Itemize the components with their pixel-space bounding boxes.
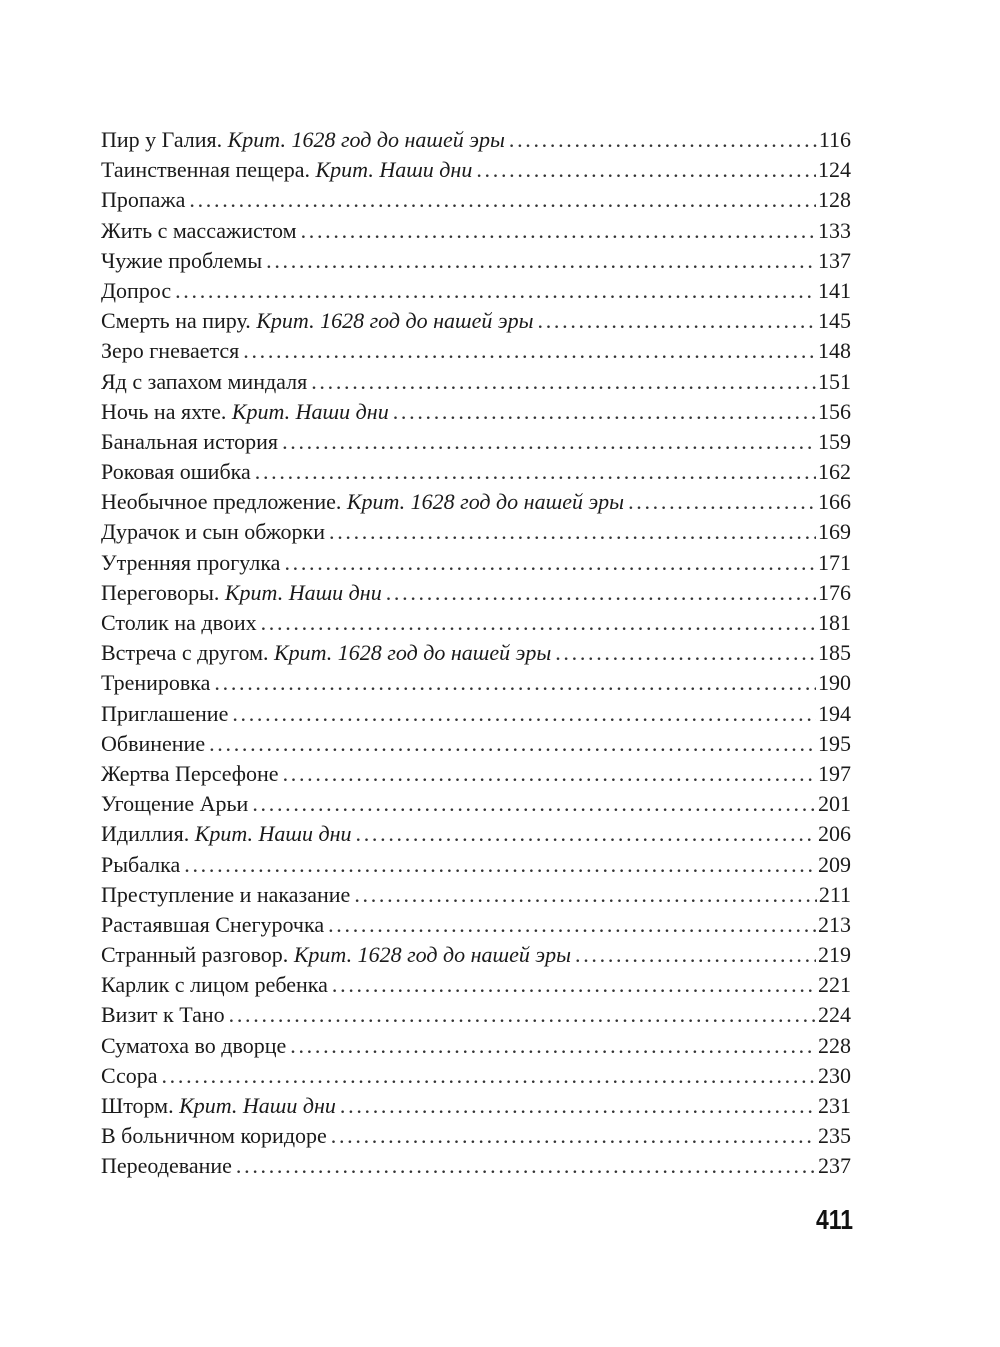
toc-entry-page: 206 xyxy=(818,821,851,847)
dot-leader xyxy=(354,880,816,910)
dot-leader xyxy=(252,789,816,819)
toc-entry-title xyxy=(101,185,185,215)
toc-entry-main-title: Необычное предложение. xyxy=(101,489,342,515)
toc-entry xyxy=(101,789,851,819)
toc-entry-page: 194 xyxy=(818,700,851,726)
dot-leader xyxy=(236,1151,816,1181)
toc-entry-page: 219 xyxy=(818,942,851,968)
toc-entry xyxy=(101,638,851,668)
toc-entry-subtitle: Крит. Наши дни xyxy=(231,398,389,424)
dot-leader xyxy=(340,1091,816,1121)
toc-entry-subtitle: Крит. 1628 год до нашей эры xyxy=(293,942,572,968)
toc-entry-page: 133 xyxy=(818,217,851,243)
dot-leader xyxy=(356,819,816,849)
toc-entry xyxy=(101,427,851,457)
dot-leader xyxy=(575,940,816,970)
toc-entry-page: 190 xyxy=(818,670,851,696)
toc-entry xyxy=(101,1151,851,1181)
toc-entry-page: 181 xyxy=(818,610,851,635)
toc-entry xyxy=(101,759,851,789)
toc-entry-title xyxy=(101,246,262,276)
toc-entry-title xyxy=(101,729,205,759)
toc-entry-title xyxy=(101,789,248,819)
table-of-contents xyxy=(101,125,851,1182)
toc-entry xyxy=(101,216,851,246)
toc-entry-title xyxy=(101,638,551,668)
toc-entry xyxy=(101,336,851,366)
toc-entry-main-title: Идиллия. xyxy=(101,821,190,847)
toc-entry-page: 148 xyxy=(818,338,851,364)
dot-leader xyxy=(232,699,816,729)
toc-entry-title xyxy=(101,336,239,366)
toc-entry-title xyxy=(101,1091,336,1121)
toc-entry-page: 185 xyxy=(818,640,851,666)
dot-leader xyxy=(261,608,816,638)
toc-entry-main-title: Преступление и наказание xyxy=(101,881,351,907)
toc-entry-page: 201 xyxy=(818,791,851,817)
toc-entry-main-title: Жертва Персефоне xyxy=(101,760,279,786)
toc-entry xyxy=(101,910,851,940)
toc-entry xyxy=(101,1121,851,1151)
toc-entry-title xyxy=(101,699,228,729)
toc-entry-main-title: Визит к Тано xyxy=(101,1002,225,1028)
toc-entry-main-title: Тренировка xyxy=(101,670,211,696)
page-number: 411 xyxy=(815,1204,853,1235)
dot-leader xyxy=(290,1031,816,1061)
toc-entry-subtitle: Крит. Наши дни xyxy=(224,579,382,605)
toc-entry xyxy=(101,880,851,910)
toc-entry xyxy=(101,940,851,970)
toc-entry xyxy=(101,457,851,487)
toc-entry-main-title: Дурачок и сын обжорки xyxy=(101,519,325,545)
toc-entry-subtitle: Крит. 1628 год до нашей эры xyxy=(346,489,625,515)
toc-entry-title xyxy=(101,548,280,578)
toc-entry xyxy=(101,367,851,397)
toc-entry-title xyxy=(101,759,279,789)
toc-entry xyxy=(101,819,851,849)
dot-leader xyxy=(282,427,816,457)
toc-entry xyxy=(101,1091,851,1121)
dot-leader xyxy=(175,276,816,306)
toc-entry-title xyxy=(101,910,324,940)
toc-entry-main-title: Карлик с лицом ребенка xyxy=(101,972,328,998)
toc-entry-main-title: Ссора xyxy=(101,1062,158,1088)
toc-entry-title xyxy=(101,819,352,849)
toc-entry xyxy=(101,608,851,638)
toc-entry-title xyxy=(101,940,571,970)
toc-entry-page: 211 xyxy=(818,881,851,907)
toc-entry-main-title: Жить с массажистом xyxy=(101,217,297,243)
toc-entry-page: 231 xyxy=(818,1093,851,1118)
dot-leader xyxy=(266,246,816,276)
toc-entry-main-title: Суматоха во дворце xyxy=(101,1032,287,1058)
toc-entry-main-title: Приглашение xyxy=(101,700,229,726)
toc-entry xyxy=(101,578,851,608)
toc-entry-title xyxy=(101,306,534,336)
dot-leader xyxy=(538,306,816,336)
toc-entry-title xyxy=(101,850,180,880)
toc-entry-title xyxy=(101,517,325,547)
toc-entry-title xyxy=(101,125,505,155)
toc-entry-main-title: Столик на двоих xyxy=(101,610,257,635)
toc-entry-page: 141 xyxy=(818,277,851,303)
dot-leader xyxy=(476,155,816,185)
toc-entry-title xyxy=(101,880,350,910)
toc-entry xyxy=(101,246,851,276)
toc-entry-main-title: Обвинение xyxy=(101,730,206,756)
toc-entry-main-title: Банальная история xyxy=(101,428,279,454)
dot-leader xyxy=(331,1121,816,1151)
toc-entry-title xyxy=(101,1000,225,1030)
dot-leader xyxy=(243,336,816,366)
toc-entry-main-title: Утренняя прогулка xyxy=(101,549,281,575)
toc-entry-main-title: Странный разговор. xyxy=(101,942,289,968)
toc-entry-main-title: Ночь на яхте. xyxy=(101,398,227,424)
toc-entry-title xyxy=(101,276,171,306)
toc-entry xyxy=(101,1031,851,1061)
dot-leader xyxy=(229,1000,816,1030)
toc-entry-title xyxy=(101,608,257,638)
dot-leader xyxy=(301,216,816,246)
toc-entry-main-title: Таинственная пещера. xyxy=(101,157,311,183)
toc-entry xyxy=(101,397,851,427)
dot-leader xyxy=(283,759,816,789)
toc-entry-title xyxy=(101,1061,157,1091)
dot-leader xyxy=(311,367,816,397)
dot-leader xyxy=(209,729,816,759)
toc-entry xyxy=(101,970,851,1000)
toc-entry-subtitle: Крит. Наши дни xyxy=(179,1093,336,1118)
toc-entry-main-title: Роковая ошибка xyxy=(101,459,251,485)
toc-entry-main-title: Зеро гневается xyxy=(101,338,240,364)
dot-leader xyxy=(328,910,816,940)
toc-entry-subtitle: Крит. 1628 год до нашей эры xyxy=(227,127,505,152)
toc-entry-page: 137 xyxy=(818,247,851,273)
toc-entry-title xyxy=(101,216,297,246)
dot-leader xyxy=(386,578,816,608)
toc-entry-main-title: Яд с запахом миндаля xyxy=(101,368,308,394)
dot-leader xyxy=(284,548,816,578)
toc-entry-page: 235 xyxy=(818,1123,851,1149)
toc-entry xyxy=(101,548,851,578)
toc-entry-main-title: Рыбалка xyxy=(101,851,181,877)
toc-entry-subtitle: Крит. Наши дни xyxy=(315,157,473,183)
toc-entry-page: 128 xyxy=(818,187,851,213)
toc-entry-page: 169 xyxy=(818,519,851,545)
toc-entry-main-title: Растаявшая Снегурочка xyxy=(101,911,325,937)
toc-entry xyxy=(101,1061,851,1091)
dot-leader xyxy=(184,850,816,880)
dot-leader xyxy=(329,517,816,547)
toc-entry xyxy=(101,185,851,215)
toc-entry-subtitle: Крит. Наши дни xyxy=(194,821,352,847)
dot-leader xyxy=(509,125,817,155)
toc-entry-title xyxy=(101,155,472,185)
toc-entry-title xyxy=(101,578,382,608)
dot-leader xyxy=(189,185,816,215)
toc-entry-main-title: Смерть на пиру. xyxy=(101,308,251,334)
toc-entry-page: 176 xyxy=(818,579,851,605)
toc-entry-main-title: В больничном коридоре xyxy=(101,1123,327,1149)
toc-entry-page: 195 xyxy=(818,730,851,756)
toc-entry-main-title: Пир у Галия. xyxy=(101,127,223,152)
dot-leader xyxy=(555,638,816,668)
toc-entry-page: 209 xyxy=(818,851,851,877)
toc-entry xyxy=(101,276,851,306)
dot-leader xyxy=(628,487,816,517)
toc-entry-page: 166 xyxy=(818,489,851,515)
toc-entry-title xyxy=(101,397,389,427)
toc-entry-page: 221 xyxy=(818,972,851,998)
toc-entry-page: 213 xyxy=(818,911,851,937)
toc-entry-title xyxy=(101,487,624,517)
toc-entry-main-title: Допрос xyxy=(101,277,172,303)
toc-entry xyxy=(101,668,851,698)
dot-leader xyxy=(332,970,816,1000)
toc-entry-main-title: Шторм. xyxy=(101,1093,174,1118)
toc-entry-page: 171 xyxy=(818,549,851,575)
toc-entry xyxy=(101,517,851,547)
toc-entry-subtitle: Крит. 1628 год до нашей эры xyxy=(274,640,552,666)
toc-entry-page: 237 xyxy=(818,1153,851,1179)
toc-entry-page: 156 xyxy=(818,398,851,424)
toc-entry-title xyxy=(101,1151,232,1181)
toc-entry-title xyxy=(101,427,278,457)
toc-entry xyxy=(101,487,851,517)
dot-leader xyxy=(214,668,816,698)
toc-entry xyxy=(101,125,851,155)
dot-leader xyxy=(161,1061,816,1091)
toc-entry-page: 159 xyxy=(818,428,851,454)
toc-entry-main-title: Пропажа xyxy=(101,187,186,213)
toc-entry-title xyxy=(101,457,251,487)
toc-entry-page: 228 xyxy=(818,1032,851,1058)
toc-entry xyxy=(101,729,851,759)
toc-entry-page: 197 xyxy=(818,760,851,786)
toc-entry-page: 230 xyxy=(818,1062,851,1088)
dot-leader xyxy=(393,397,816,427)
toc-entry xyxy=(101,1000,851,1030)
toc-entry-page: 124 xyxy=(818,157,851,183)
toc-entry-main-title: Чужие проблемы xyxy=(101,247,263,273)
toc-entry xyxy=(101,306,851,336)
toc-entry-subtitle: Крит. 1628 год до нашей эры xyxy=(256,308,534,334)
toc-entry-page: 145 xyxy=(818,308,851,334)
toc-entry-main-title: Угощение Арьи xyxy=(101,791,249,817)
dot-leader xyxy=(255,457,816,487)
toc-entry-page: 162 xyxy=(818,459,851,485)
toc-entry xyxy=(101,699,851,729)
toc-entry-title xyxy=(101,970,328,1000)
toc-entry-title xyxy=(101,367,307,397)
toc-entry-page: 224 xyxy=(818,1002,851,1028)
toc-entry-main-title: Встреча с другом. xyxy=(101,640,269,666)
toc-entry-page: 116 xyxy=(818,127,851,152)
toc-entry-main-title: Переговоры. xyxy=(101,579,220,605)
toc-entry-main-title: Переодевание xyxy=(101,1153,232,1179)
toc-entry xyxy=(101,155,851,185)
toc-entry-page: 151 xyxy=(818,368,851,394)
toc-entry-title xyxy=(101,1031,286,1061)
toc-entry-title xyxy=(101,1121,327,1151)
toc-entry-title xyxy=(101,668,210,698)
toc-entry xyxy=(101,850,851,880)
